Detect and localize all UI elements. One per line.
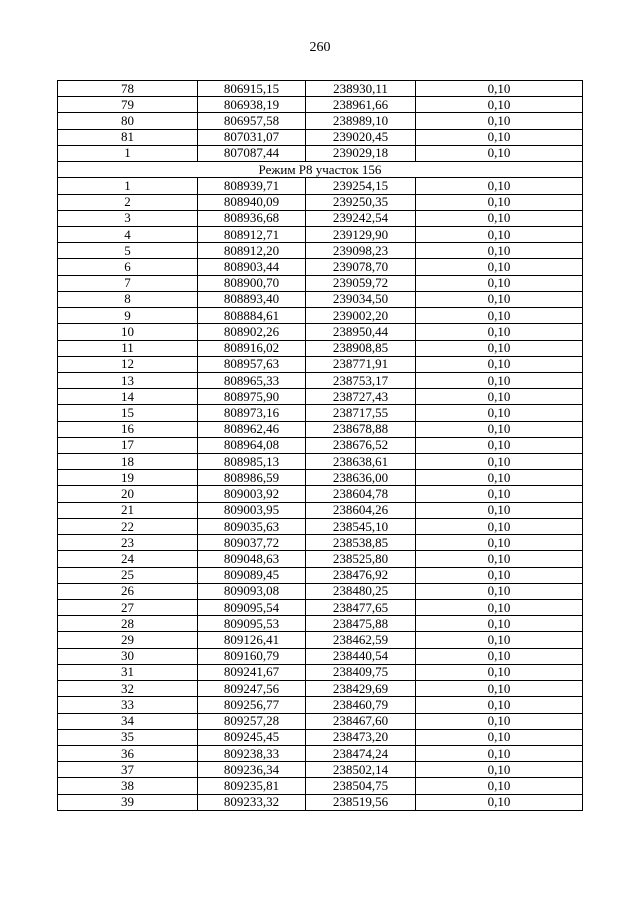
accuracy-cell: 0,10 — [416, 226, 583, 242]
table-body-bottom — [58, 178, 583, 811]
accuracy-cell: 0,10 — [416, 762, 583, 778]
point-number-cell: 12 — [58, 356, 198, 372]
y-coordinate-cell: 238473,20 — [306, 729, 416, 745]
point-number-cell: 13 — [58, 372, 198, 388]
y-coordinate-cell: 238525,80 — [306, 551, 416, 567]
y-coordinate-cell: 238604,26 — [306, 502, 416, 518]
table-row — [58, 145, 583, 161]
x-coordinate-cell: 809126,41 — [198, 632, 306, 648]
x-coordinate-cell: 809247,56 — [198, 681, 306, 697]
y-coordinate-cell: 238480,25 — [306, 583, 416, 599]
accuracy-cell: 0,10 — [416, 778, 583, 794]
table-row — [58, 729, 583, 745]
table-row — [58, 243, 583, 259]
table-row — [58, 372, 583, 388]
accuracy-cell: 0,10 — [416, 518, 583, 534]
accuracy-cell: 0,10 — [416, 113, 583, 129]
x-coordinate-cell: 808975,90 — [198, 389, 306, 405]
y-coordinate-cell: 239020,45 — [306, 129, 416, 145]
y-coordinate-cell: 238676,52 — [306, 437, 416, 453]
point-number-cell: 29 — [58, 632, 198, 648]
table-row — [58, 210, 583, 226]
table-row — [58, 340, 583, 356]
y-coordinate-cell: 238678,88 — [306, 421, 416, 437]
point-number-cell: 26 — [58, 583, 198, 599]
table-body-top — [58, 81, 583, 162]
y-coordinate-cell: 238474,24 — [306, 745, 416, 761]
y-coordinate-cell: 238476,92 — [306, 567, 416, 583]
x-coordinate-cell: 808965,33 — [198, 372, 306, 388]
coordinates-table — [57, 80, 583, 811]
table-row — [58, 356, 583, 372]
point-number-cell: 1 — [58, 178, 198, 194]
accuracy-cell: 0,10 — [416, 486, 583, 502]
table-row — [58, 275, 583, 291]
accuracy-cell: 0,10 — [416, 632, 583, 648]
accuracy-cell: 0,10 — [416, 745, 583, 761]
accuracy-cell: 0,10 — [416, 713, 583, 729]
x-coordinate-cell: 809235,81 — [198, 778, 306, 794]
accuracy-cell: 0,10 — [416, 308, 583, 324]
x-coordinate-cell: 809233,32 — [198, 794, 306, 810]
y-coordinate-cell: 239254,15 — [306, 178, 416, 194]
table-row — [58, 129, 583, 145]
y-coordinate-cell: 238502,14 — [306, 762, 416, 778]
point-number-cell: 11 — [58, 340, 198, 356]
x-coordinate-cell: 809003,95 — [198, 502, 306, 518]
accuracy-cell: 0,10 — [416, 535, 583, 551]
point-number-cell: 27 — [58, 600, 198, 616]
accuracy-cell: 0,10 — [416, 697, 583, 713]
point-number-cell: 36 — [58, 745, 198, 761]
table-row — [58, 697, 583, 713]
table-row — [58, 778, 583, 794]
point-number-cell: 6 — [58, 259, 198, 275]
y-coordinate-cell: 238753,17 — [306, 372, 416, 388]
accuracy-cell: 0,10 — [416, 324, 583, 340]
y-coordinate-cell: 238477,65 — [306, 600, 416, 616]
y-coordinate-cell: 239029,18 — [306, 145, 416, 161]
point-number-cell: 1 — [58, 145, 198, 161]
x-coordinate-cell: 808893,40 — [198, 291, 306, 307]
y-coordinate-cell: 239059,72 — [306, 275, 416, 291]
accuracy-cell: 0,10 — [416, 340, 583, 356]
x-coordinate-cell: 808916,02 — [198, 340, 306, 356]
x-coordinate-cell: 809093,08 — [198, 583, 306, 599]
y-coordinate-cell: 238638,61 — [306, 454, 416, 470]
x-coordinate-cell: 808986,59 — [198, 470, 306, 486]
table-row — [58, 664, 583, 680]
y-coordinate-cell: 238717,55 — [306, 405, 416, 421]
table-row — [58, 713, 583, 729]
table-row — [58, 745, 583, 761]
accuracy-cell: 0,10 — [416, 259, 583, 275]
point-number-cell: 20 — [58, 486, 198, 502]
x-coordinate-cell: 808912,71 — [198, 226, 306, 242]
accuracy-cell: 0,10 — [416, 794, 583, 810]
table-row — [58, 470, 583, 486]
accuracy-cell: 0,10 — [416, 275, 583, 291]
point-number-cell: 2 — [58, 194, 198, 210]
table-row — [58, 405, 583, 421]
point-number-cell: 35 — [58, 729, 198, 745]
y-coordinate-cell: 238519,56 — [306, 794, 416, 810]
x-coordinate-cell: 809003,92 — [198, 486, 306, 502]
accuracy-cell: 0,10 — [416, 97, 583, 113]
point-number-cell: 10 — [58, 324, 198, 340]
accuracy-cell: 0,10 — [416, 356, 583, 372]
y-coordinate-cell: 238961,66 — [306, 97, 416, 113]
y-coordinate-cell: 238636,00 — [306, 470, 416, 486]
x-coordinate-cell: 809035,63 — [198, 518, 306, 534]
point-number-cell: 14 — [58, 389, 198, 405]
table-row — [58, 437, 583, 453]
point-number-cell: 21 — [58, 502, 198, 518]
accuracy-cell: 0,10 — [416, 210, 583, 226]
table-row — [58, 551, 583, 567]
accuracy-cell: 0,10 — [416, 372, 583, 388]
table-row — [58, 81, 583, 97]
table-row — [58, 616, 583, 632]
point-number-cell: 17 — [58, 437, 198, 453]
point-number-cell: 4 — [58, 226, 198, 242]
x-coordinate-cell: 809095,53 — [198, 616, 306, 632]
x-coordinate-cell: 807087,44 — [198, 145, 306, 161]
x-coordinate-cell: 809236,34 — [198, 762, 306, 778]
y-coordinate-cell: 239129,90 — [306, 226, 416, 242]
accuracy-cell: 0,10 — [416, 616, 583, 632]
table-row — [58, 308, 583, 324]
x-coordinate-cell: 809160,79 — [198, 648, 306, 664]
point-number-cell: 23 — [58, 535, 198, 551]
y-coordinate-cell: 238604,78 — [306, 486, 416, 502]
x-coordinate-cell: 808985,13 — [198, 454, 306, 470]
y-coordinate-cell: 238429,69 — [306, 681, 416, 697]
x-coordinate-cell: 808973,16 — [198, 405, 306, 421]
y-coordinate-cell: 238950,44 — [306, 324, 416, 340]
y-coordinate-cell: 238727,43 — [306, 389, 416, 405]
point-number-cell: 37 — [58, 762, 198, 778]
x-coordinate-cell: 808940,09 — [198, 194, 306, 210]
x-coordinate-cell: 809089,45 — [198, 567, 306, 583]
point-number-cell: 38 — [58, 778, 198, 794]
point-number-cell: 80 — [58, 113, 198, 129]
accuracy-cell: 0,10 — [416, 681, 583, 697]
y-coordinate-cell: 238409,75 — [306, 664, 416, 680]
accuracy-cell: 0,10 — [416, 178, 583, 194]
x-coordinate-cell: 808962,46 — [198, 421, 306, 437]
point-number-cell: 16 — [58, 421, 198, 437]
y-coordinate-cell: 238908,85 — [306, 340, 416, 356]
table-row — [58, 454, 583, 470]
point-number-cell: 24 — [58, 551, 198, 567]
x-coordinate-cell: 808939,71 — [198, 178, 306, 194]
y-coordinate-cell: 239098,23 — [306, 243, 416, 259]
table-row — [58, 97, 583, 113]
accuracy-cell: 0,10 — [416, 648, 583, 664]
section-row — [58, 162, 583, 178]
x-coordinate-cell: 808964,08 — [198, 437, 306, 453]
y-coordinate-cell: 239002,20 — [306, 308, 416, 324]
x-coordinate-cell: 808903,44 — [198, 259, 306, 275]
y-coordinate-cell: 238930,11 — [306, 81, 416, 97]
point-number-cell: 5 — [58, 243, 198, 259]
y-coordinate-cell: 238504,75 — [306, 778, 416, 794]
y-coordinate-cell: 239078,70 — [306, 259, 416, 275]
point-number-cell: 81 — [58, 129, 198, 145]
x-coordinate-cell: 808957,63 — [198, 356, 306, 372]
point-number-cell: 8 — [58, 291, 198, 307]
table-row — [58, 794, 583, 810]
table-row — [58, 113, 583, 129]
y-coordinate-cell: 239034,50 — [306, 291, 416, 307]
x-coordinate-cell: 808936,68 — [198, 210, 306, 226]
point-number-cell: 18 — [58, 454, 198, 470]
table-row — [58, 535, 583, 551]
point-number-cell: 39 — [58, 794, 198, 810]
x-coordinate-cell: 809037,72 — [198, 535, 306, 551]
x-coordinate-cell: 806957,58 — [198, 113, 306, 129]
table-row — [58, 600, 583, 616]
table-row — [58, 762, 583, 778]
point-number-cell: 79 — [58, 97, 198, 113]
accuracy-cell: 0,10 — [416, 664, 583, 680]
table-row — [58, 681, 583, 697]
table-row — [58, 324, 583, 340]
accuracy-cell: 0,10 — [416, 129, 583, 145]
x-coordinate-cell: 809095,54 — [198, 600, 306, 616]
accuracy-cell: 0,10 — [416, 567, 583, 583]
y-coordinate-cell: 239250,35 — [306, 194, 416, 210]
table-row — [58, 583, 583, 599]
y-coordinate-cell: 238771,91 — [306, 356, 416, 372]
y-coordinate-cell: 238545,10 — [306, 518, 416, 534]
point-number-cell: 28 — [58, 616, 198, 632]
point-number-cell: 25 — [58, 567, 198, 583]
table-row — [58, 194, 583, 210]
point-number-cell: 31 — [58, 664, 198, 680]
point-number-cell: 19 — [58, 470, 198, 486]
accuracy-cell: 0,10 — [416, 145, 583, 161]
point-number-cell: 22 — [58, 518, 198, 534]
y-coordinate-cell: 238462,59 — [306, 632, 416, 648]
x-coordinate-cell: 806938,19 — [198, 97, 306, 113]
x-coordinate-cell: 808900,70 — [198, 275, 306, 291]
table-row — [58, 632, 583, 648]
table-row — [58, 226, 583, 242]
table-row — [58, 421, 583, 437]
y-coordinate-cell: 238460,79 — [306, 697, 416, 713]
accuracy-cell: 0,10 — [416, 389, 583, 405]
accuracy-cell: 0,10 — [416, 583, 583, 599]
accuracy-cell: 0,10 — [416, 729, 583, 745]
y-coordinate-cell: 238989,10 — [306, 113, 416, 129]
accuracy-cell: 0,10 — [416, 551, 583, 567]
accuracy-cell: 0,10 — [416, 600, 583, 616]
table-row — [58, 291, 583, 307]
point-number-cell: 32 — [58, 681, 198, 697]
y-coordinate-cell: 238538,85 — [306, 535, 416, 551]
accuracy-cell: 0,10 — [416, 405, 583, 421]
table-row — [58, 178, 583, 194]
y-coordinate-cell: 238467,60 — [306, 713, 416, 729]
point-number-cell: 34 — [58, 713, 198, 729]
accuracy-cell: 0,10 — [416, 291, 583, 307]
page-number: 260 — [309, 40, 331, 55]
point-number-cell: 7 — [58, 275, 198, 291]
accuracy-cell: 0,10 — [416, 243, 583, 259]
y-coordinate-cell: 238440,54 — [306, 648, 416, 664]
x-coordinate-cell: 808912,20 — [198, 243, 306, 259]
x-coordinate-cell: 809256,77 — [198, 697, 306, 713]
accuracy-cell: 0,10 — [416, 421, 583, 437]
point-number-cell: 9 — [58, 308, 198, 324]
point-number-cell: 78 — [58, 81, 198, 97]
accuracy-cell: 0,10 — [416, 502, 583, 518]
table-row — [58, 389, 583, 405]
point-number-cell: 30 — [58, 648, 198, 664]
section-header — [58, 162, 583, 178]
accuracy-cell: 0,10 — [416, 81, 583, 97]
point-number-cell: 3 — [58, 210, 198, 226]
x-coordinate-cell: 809257,28 — [198, 713, 306, 729]
accuracy-cell: 0,10 — [416, 437, 583, 453]
table-row — [58, 259, 583, 275]
x-coordinate-cell: 809238,33 — [198, 745, 306, 761]
table-row — [58, 648, 583, 664]
table-row — [58, 518, 583, 534]
y-coordinate-cell: 238475,88 — [306, 616, 416, 632]
table-row — [58, 486, 583, 502]
x-coordinate-cell: 809241,67 — [198, 664, 306, 680]
y-coordinate-cell: 239242,54 — [306, 210, 416, 226]
point-number-cell: 33 — [58, 697, 198, 713]
table-row — [58, 567, 583, 583]
table-row — [58, 502, 583, 518]
x-coordinate-cell: 807031,07 — [198, 129, 306, 145]
x-coordinate-cell: 809245,45 — [198, 729, 306, 745]
x-coordinate-cell: 808884,61 — [198, 308, 306, 324]
x-coordinate-cell: 809048,63 — [198, 551, 306, 567]
point-number-cell: 15 — [58, 405, 198, 421]
x-coordinate-cell: 808902,26 — [198, 324, 306, 340]
section-title: Режим Р8 участок 156 — [58, 162, 583, 178]
accuracy-cell: 0,10 — [416, 194, 583, 210]
accuracy-cell: 0,10 — [416, 470, 583, 486]
accuracy-cell: 0,10 — [416, 454, 583, 470]
x-coordinate-cell: 806915,15 — [198, 81, 306, 97]
